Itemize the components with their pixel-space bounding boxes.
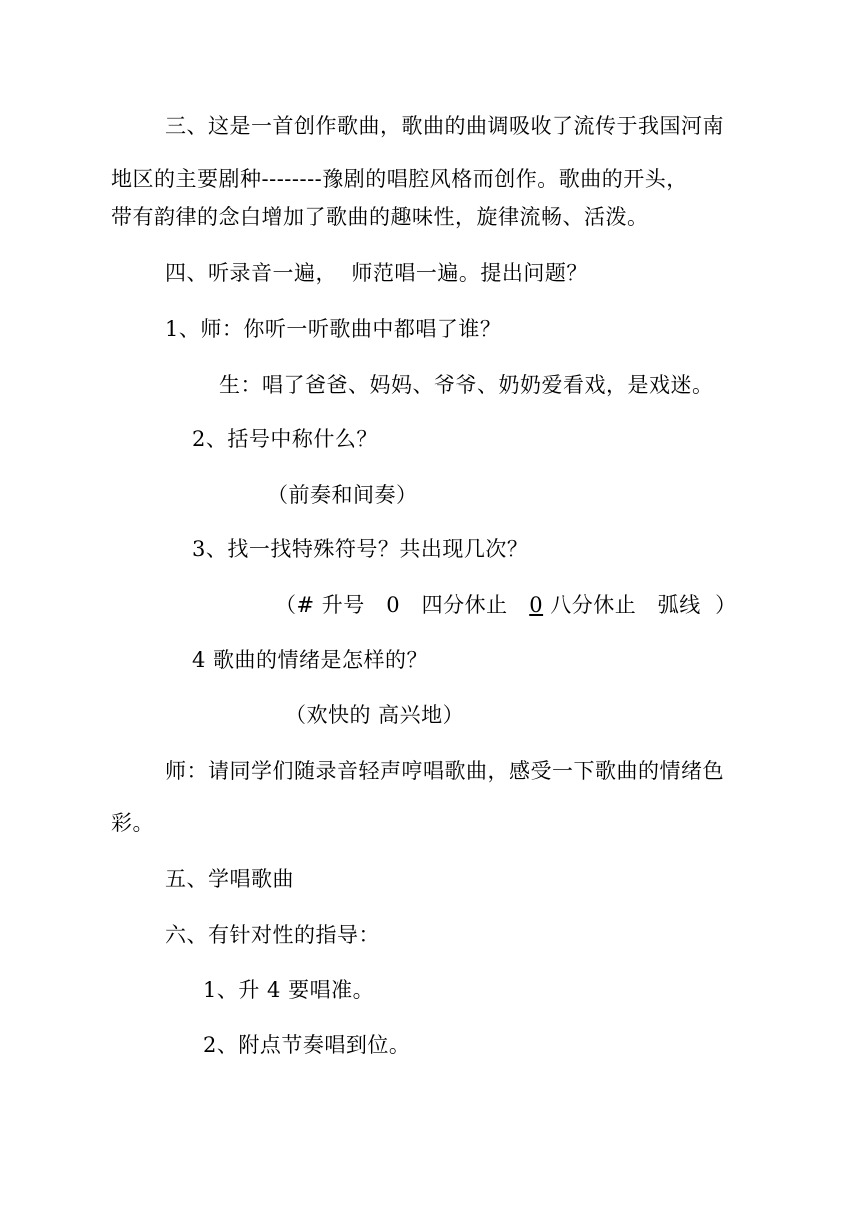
question-2: 2、括号中称什么？ [192,427,378,451]
paragraph-4: 四、听录音一遍， 师范唱一遍。提出问题？ [165,261,588,285]
paragraph-3-line-2: 地区的主要剧种--------豫剧的唱腔风格而创作。歌曲的开头， [111,167,688,191]
paragraph-6: 六、有针对性的指导： [165,923,380,947]
answer-3-part-2: 八分休止 弧线 ） [543,593,737,617]
guidance-1: 1、升 4 要唱准。 [203,978,375,1002]
answer-1: 生：唱了爸爸、妈妈、爷爷、奶奶爱看戏，是戏迷。 [219,373,714,397]
answer-4: （欢快的 高兴地） [285,703,465,727]
answer-3 [275,590,737,620]
paragraph-5: 五、学唱歌曲 [165,867,294,891]
paragraph-teacher-line-1: 师：请同学们随录音轻声哼唱歌曲，感受一下歌曲的情绪色 [165,759,724,783]
question-4: 4 歌曲的情绪是怎样的？ [192,648,429,672]
paragraph-3-line-3: 带有韵律的念白增加了歌曲的趣味性，旋律流畅、活泼。 [111,205,649,229]
paragraph-3-line-1: 三、这是一首创作歌曲，歌曲的曲调吸收了流传于我国河南 [165,114,724,138]
answer-2: （前奏和间奏） [267,483,418,507]
answer-3-underlined-zero: 0 [529,593,544,617]
paragraph-teacher-line-2: 彩。 [111,811,154,835]
question-1: 1、师：你听一听歌曲中都唱了谁？ [165,317,502,341]
guidance-2: 2、附点节奏唱到位。 [203,1033,411,1057]
answer-3-part-1: （# 升号 0 四分休止 [275,593,530,617]
question-3: 3、找一找特殊符号？共出现几次？ [192,537,529,561]
